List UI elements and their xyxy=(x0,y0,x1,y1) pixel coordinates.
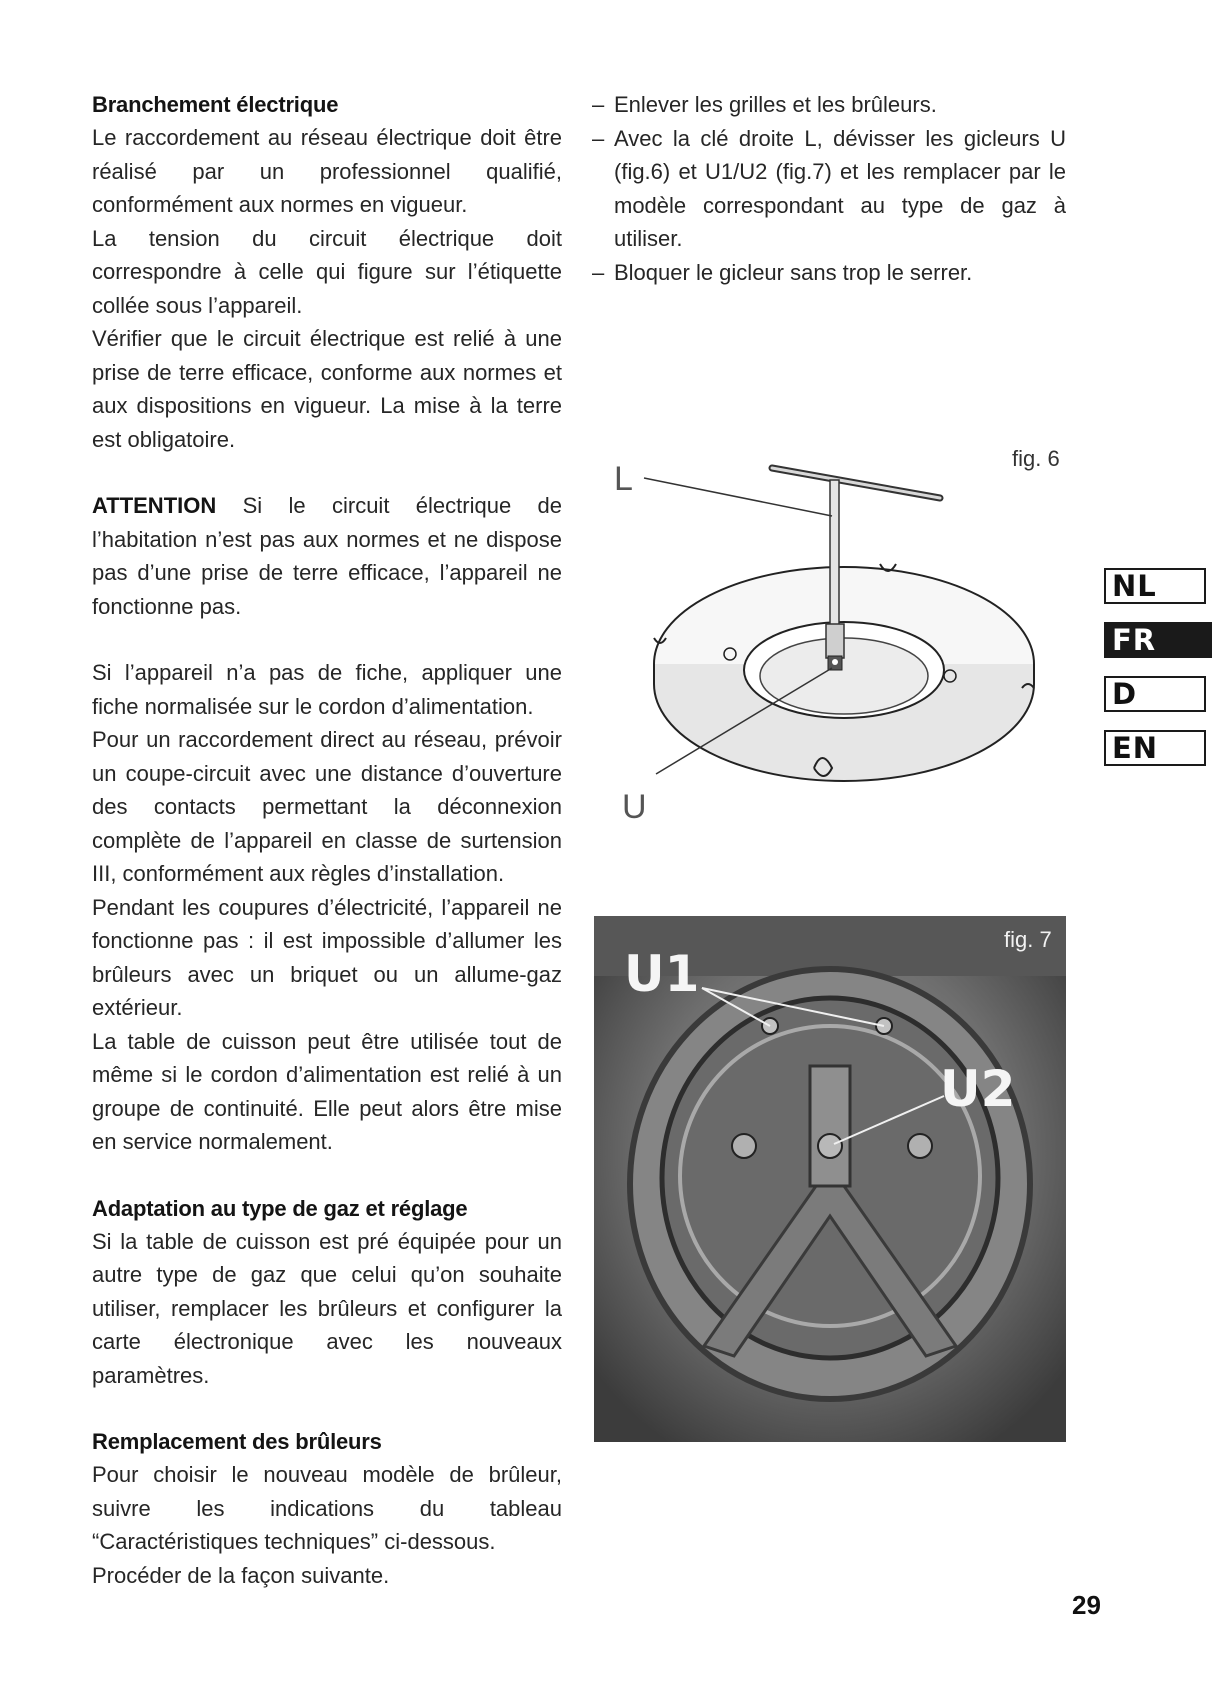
fig6-label-U: U xyxy=(622,788,647,826)
language-tabs xyxy=(1104,568,1210,784)
paragraph: La table de cuisson peut être utilisée tout de même si le cordon d’alimentation est relié à un groupe de continuité. Elle peut alors être mise en service normalement. xyxy=(92,1028,562,1154)
paragraph: La tension du circuit électrique doit correspondre à celle qui figure sur l’étiquette collée sous l’appareil. xyxy=(92,225,562,318)
list-item: – Avec la clé droite L, dévisser les gicleurs U (fig.6) et U1/U2 (fig.7) et les remplacer par le modèle correspondant au type de gaz à utiliser. xyxy=(592,122,1066,256)
page-number: 29 xyxy=(1072,1590,1101,1620)
fig7-label-U1: U1 xyxy=(624,945,700,1003)
steps-list xyxy=(592,88,1066,289)
section-title-gas-adaptation: Adaptation au type de gaz et réglage xyxy=(92,1195,468,1221)
paragraph: Vérifier que le circuit électrique est relié à une prise de terre efficace, conforme aux normes et aux dispositions en vigueur. La mise à la terre est obligatoire. xyxy=(92,326,562,452)
paragraph: Pour choisir le nouveau modèle de brûleur, suivre les indications du tableau “Caractéristiques techniques” ci-dessous. xyxy=(92,1462,562,1554)
tab-fr[interactable]: FR xyxy=(1104,622,1212,658)
fig7-caption: fig. 7 xyxy=(1004,927,1052,952)
right-column xyxy=(592,88,1066,289)
paragraph: Si la table de cuisson est pré équipée pour un autre type de gaz que celui qu’on souhaite utiliser, remplacer les brûleurs et configurer la carte électronique avec les nouveaux paramètres. xyxy=(92,1228,562,1388)
paragraph: Si l’appareil n’a pas de fiche, appliquer une fiche normalisée sur le cordon d’alimentation. xyxy=(92,660,562,719)
fig6-caption: fig. 6 xyxy=(1012,446,1060,471)
fig7-label-U2: U2 xyxy=(940,1060,1016,1118)
attention-label: ATTENTION xyxy=(92,493,217,518)
tab-en[interactable]: EN xyxy=(1104,730,1206,766)
fig7-burner-photo xyxy=(594,916,1066,1442)
fig6-label-L: L xyxy=(614,460,633,498)
tab-d[interactable]: D xyxy=(1104,676,1206,712)
section-title-electrical: Branchement électrique xyxy=(92,92,339,117)
attention-text: Si le circuit électrique de l’habitation n’est pas aux normes et ne dispose pas d’une prise de terre efficace, l’appareil ne fonctionne pas. xyxy=(92,493,562,619)
paragraph: Pour un raccordement direct au réseau, prévoir un coupe-circuit avec une distance d’ouverture des contacts permettant la déconnexion complète de l’appareil en classe de surtension III, conformément aux règles d’installation. xyxy=(92,727,562,886)
tab-nl[interactable]: NL xyxy=(1104,568,1206,604)
paragraph: Pendant les coupures d’électricité, l’appareil ne fonctionne pas : il est impossible d’allumer les brûleurs avec un briquet ou un allume-gaz extérieur. xyxy=(92,894,562,1020)
list-item: – Enlever les grilles et les brûleurs. xyxy=(592,88,1066,122)
list-item: – Bloquer le gicleur sans trop le serrer. xyxy=(592,256,1066,290)
left-column xyxy=(92,88,562,1592)
section-title-burner-replacement: Remplacement des brûleurs xyxy=(92,1429,382,1454)
fig6-burner-wrench-illustration xyxy=(594,438,1066,874)
paragraph: Le raccordement au réseau électrique doit être réalisé par un professionnel qualifié, conformément aux normes en vigueur. xyxy=(92,125,562,217)
paragraph: Procéder de la façon suivante. xyxy=(92,1562,390,1588)
attention-paragraph xyxy=(92,489,562,623)
